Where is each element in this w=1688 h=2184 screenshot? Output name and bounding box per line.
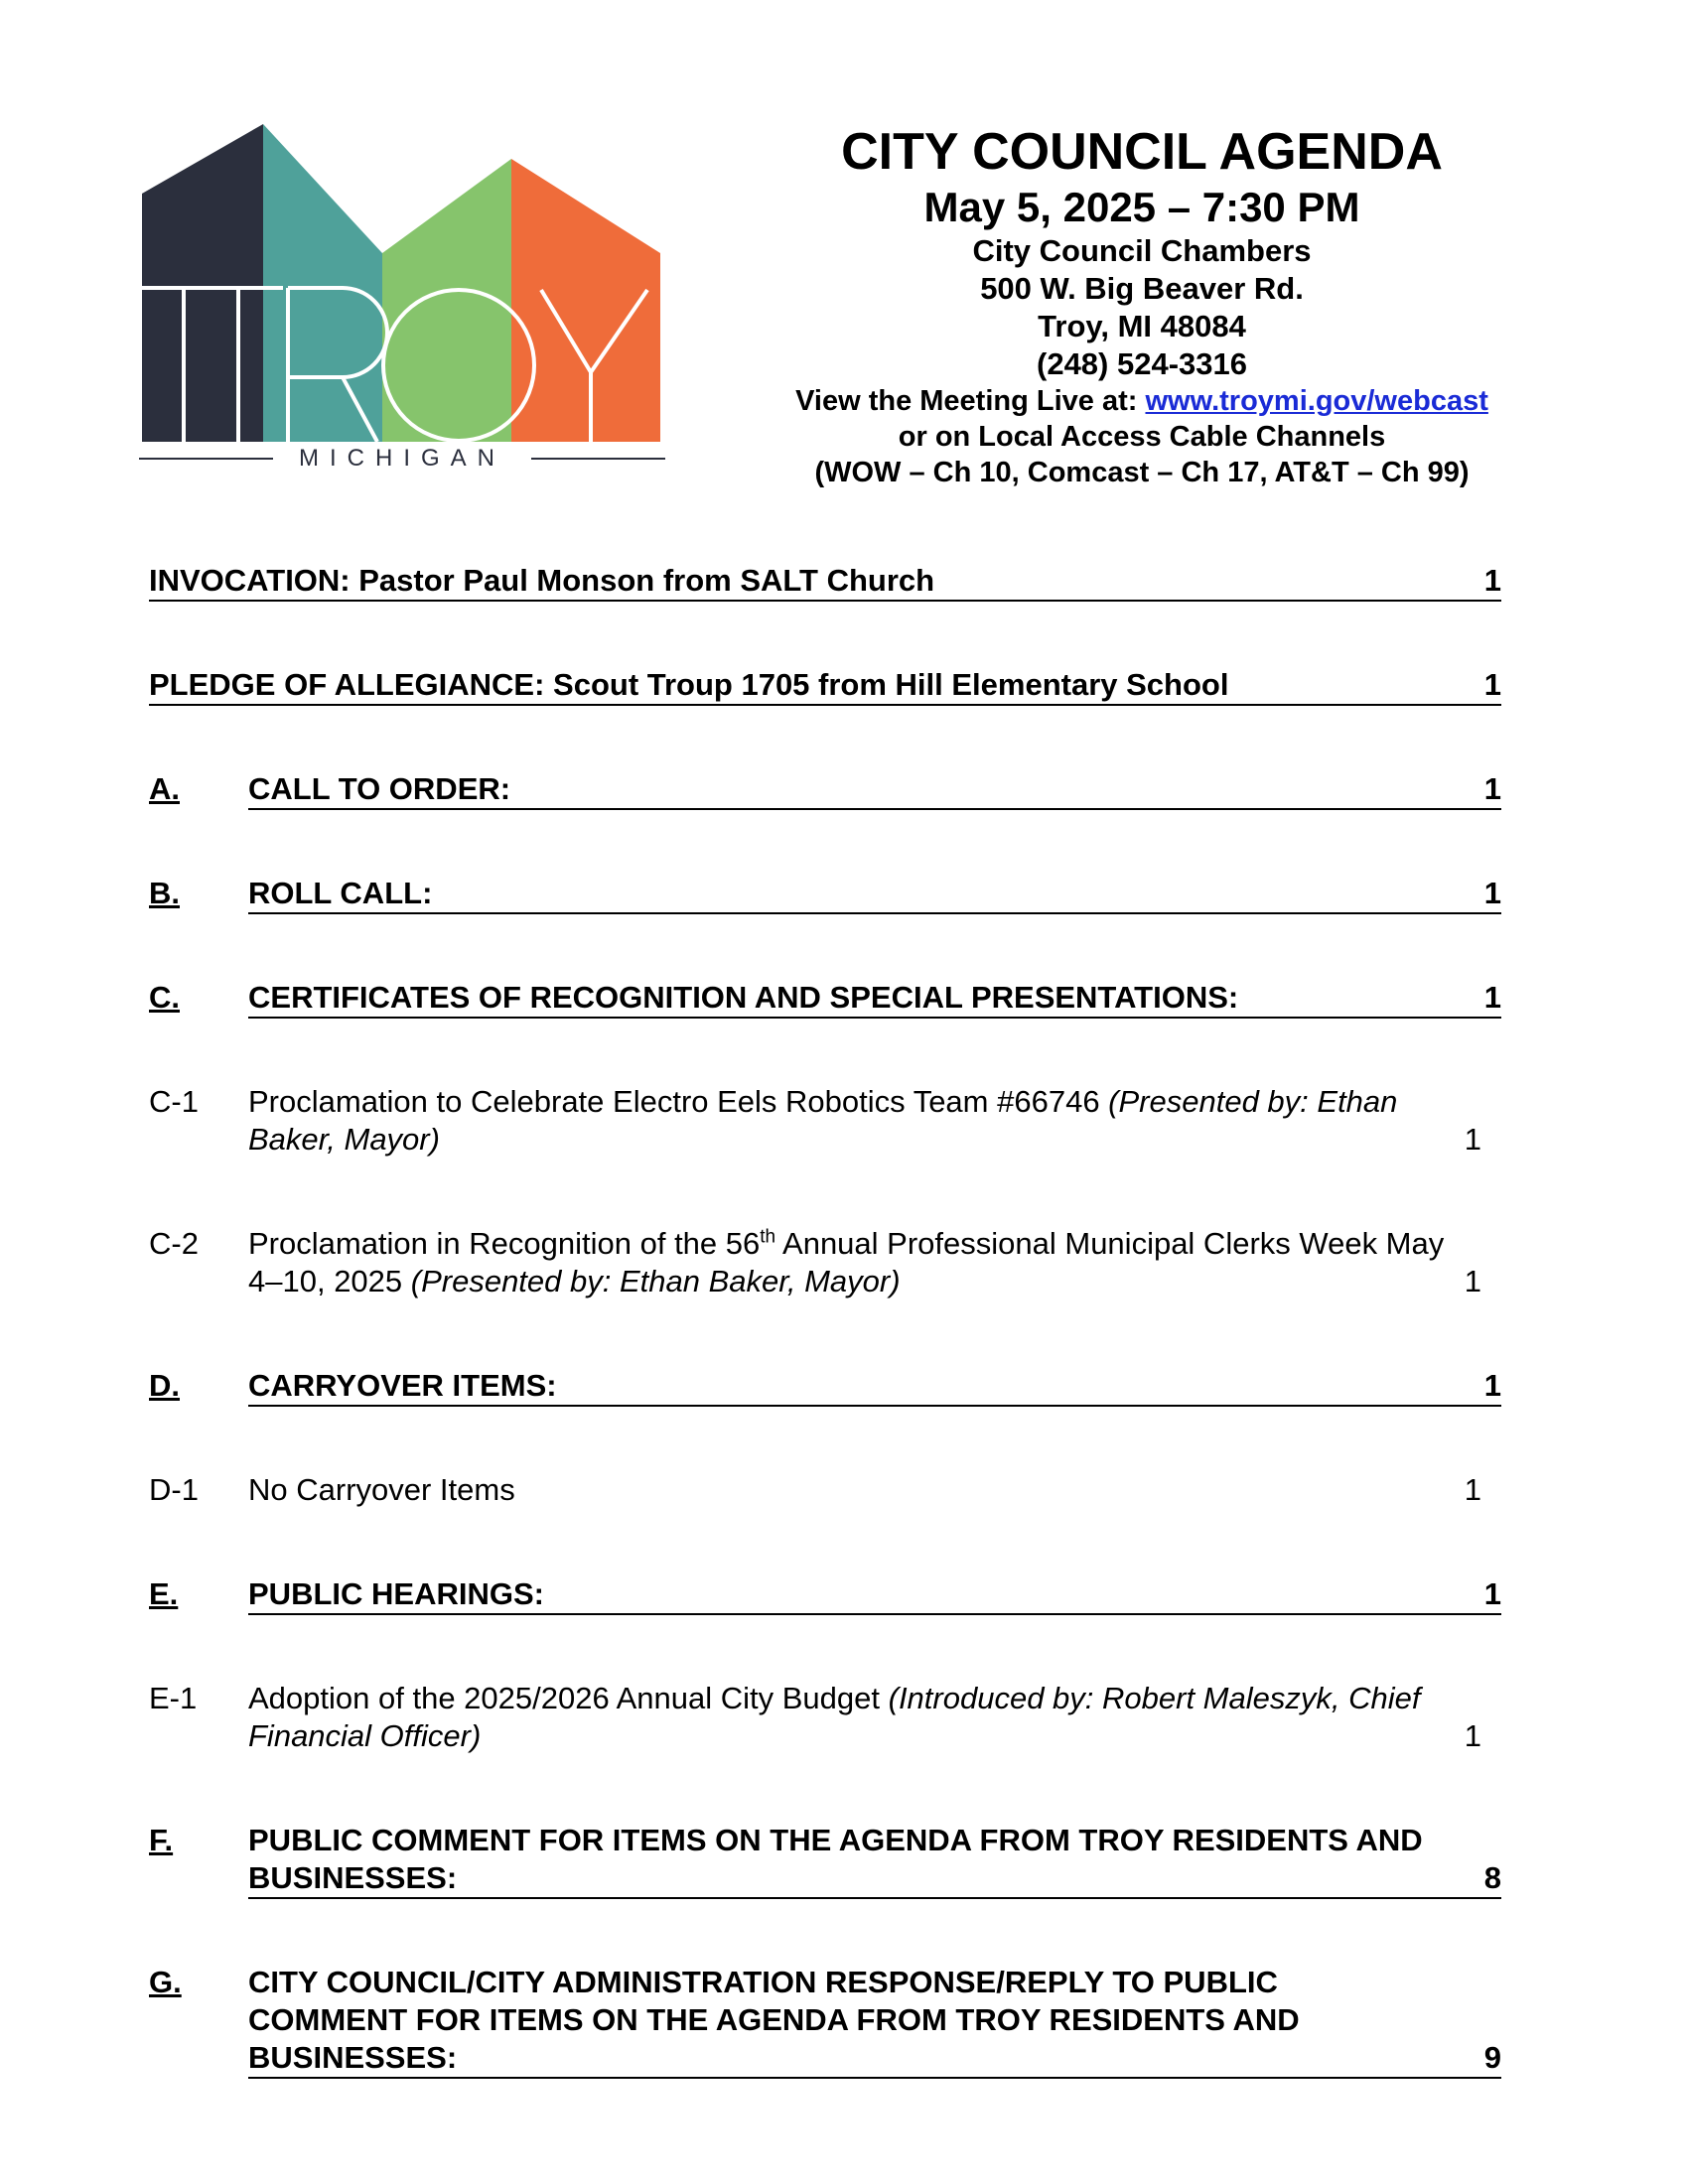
section-letter: B.: [149, 876, 180, 910]
item-number: E-1: [149, 1681, 198, 1715]
item-description: Proclamation in Recognition of the 56: [248, 1226, 761, 1261]
section-b: [149, 875, 1501, 914]
troy-logo-graphic: [139, 119, 665, 447]
item-superscript: th: [760, 1226, 776, 1248]
section-c: [149, 979, 1501, 1019]
invocation-text: INVOCATION: Pastor Paul Monson from SALT Church: [149, 563, 935, 598]
troy-logo: [139, 119, 665, 486]
meeting-venue: City Council Chambers: [972, 233, 1312, 268]
section-page: 1: [1483, 771, 1501, 806]
meeting-city: Troy, MI 48084: [1038, 309, 1246, 343]
item-page: 1: [1464, 1122, 1481, 1157]
meeting-street: 500 W. Big Beaver Rd.: [980, 271, 1304, 306]
section-letter: F.: [149, 1823, 174, 1857]
section-letter: G.: [149, 1965, 182, 1999]
section-page: 1: [1483, 876, 1501, 910]
item-text: [248, 1083, 1501, 1159]
section-page: 9: [1483, 2040, 1501, 2075]
item-description: Proclamation to Celebrate Electro Eels Robotics Team #66746: [248, 1084, 1109, 1119]
item-description: Adoption of the 2025/2026 Annual City Budget: [248, 1681, 889, 1715]
item-number: C-1: [149, 1084, 199, 1119]
item-text: [248, 1225, 1501, 1300]
section-letter: E.: [149, 1576, 179, 1611]
item-presenter: (Presented by: Ethan Baker, Mayor): [410, 1264, 901, 1298]
pledge-text: PLEDGE OF ALLEGIANCE: Scout Troup 1705 from Hill Elementary School: [149, 667, 1229, 702]
section-d: [149, 1367, 1501, 1407]
section-page: 1: [1483, 1576, 1501, 1611]
item-number: C-2: [149, 1226, 199, 1261]
item-text: [248, 1680, 1501, 1755]
webcast-prefix: View the Meeting Live at:: [795, 385, 1146, 417]
item-description-cont: Annual Professional Municipal Clerks Week May 4–10, 2025: [248, 1226, 1445, 1298]
item-number: D-1: [149, 1472, 199, 1507]
section-page: 1: [1483, 980, 1501, 1015]
page-title: CITY COUNCIL AGENDA: [841, 123, 1443, 181]
logo-subtitle: [139, 445, 665, 473]
section-page: 1: [1483, 1368, 1501, 1403]
item-presenter: (Introduced by: Robert Maleszyk, Chief Financial Officer): [248, 1681, 1421, 1753]
agenda-invocation: [149, 562, 1501, 602]
section-title: PUBLIC COMMENT FOR ITEMS ON THE AGENDA FROM TROY RESIDENTS AND BUSINESSES:: [248, 1823, 1423, 1895]
invocation-page: 1: [1483, 563, 1501, 598]
item-d1: [149, 1471, 1501, 1509]
section-title: CARRYOVER ITEMS:: [248, 1368, 557, 1403]
pledge-page: 1: [1483, 667, 1501, 702]
cable-line: or on Local Access Cable Channels: [898, 421, 1386, 453]
agenda-pledge: [149, 666, 1501, 706]
section-page: 8: [1483, 1860, 1501, 1895]
item-c2: [149, 1225, 1501, 1300]
section-g: [149, 1964, 1501, 2079]
section-title: CALL TO ORDER:: [248, 771, 511, 806]
section-letter: A.: [149, 771, 180, 806]
webcast-link[interactable]: www.troymi.gov/webcast: [1145, 385, 1488, 417]
meeting-date: May 5, 2025 – 7:30 PM: [923, 184, 1360, 230]
meeting-phone: (248) 524-3316: [1037, 346, 1247, 381]
section-f: [149, 1822, 1501, 1899]
item-page: 1: [1464, 1472, 1481, 1507]
section-letter: D.: [149, 1368, 180, 1403]
item-page: 1: [1464, 1718, 1481, 1753]
item-page: 1: [1464, 1264, 1481, 1298]
item-presenter: (Presented by: Ethan Baker, Mayor): [248, 1084, 1398, 1157]
item-e1: [149, 1680, 1501, 1755]
section-letter: C.: [149, 980, 180, 1015]
section-title: ROLL CALL:: [248, 876, 433, 910]
cable-channels: (WOW – Ch 10, Comcast – Ch 17, AT&T – Ch 99): [814, 457, 1470, 488]
section-title: CITY COUNCIL/CITY ADMINISTRATION RESPONSE/REPLY TO PUBLIC COMMENT FOR ITEMS ON THE AGENDA FROM TROY RESIDENTS AND BUSINESSES:: [248, 1965, 1300, 2075]
logo-rule-right: [531, 458, 665, 460]
agenda-header: [735, 121, 1549, 490]
item-c1: [149, 1083, 1501, 1159]
section-title: CERTIFICATES OF RECOGNITION AND SPECIAL PRESENTATIONS:: [248, 980, 1239, 1015]
section-title: PUBLIC HEARINGS:: [248, 1576, 544, 1611]
section-a: [149, 770, 1501, 810]
logo-rule-left: [139, 458, 273, 460]
webcast-line: [735, 383, 1549, 419]
section-e: [149, 1575, 1501, 1615]
item-description: No Carryover Items: [248, 1472, 515, 1507]
logo-michigan: MICHIGAN: [299, 445, 505, 472]
